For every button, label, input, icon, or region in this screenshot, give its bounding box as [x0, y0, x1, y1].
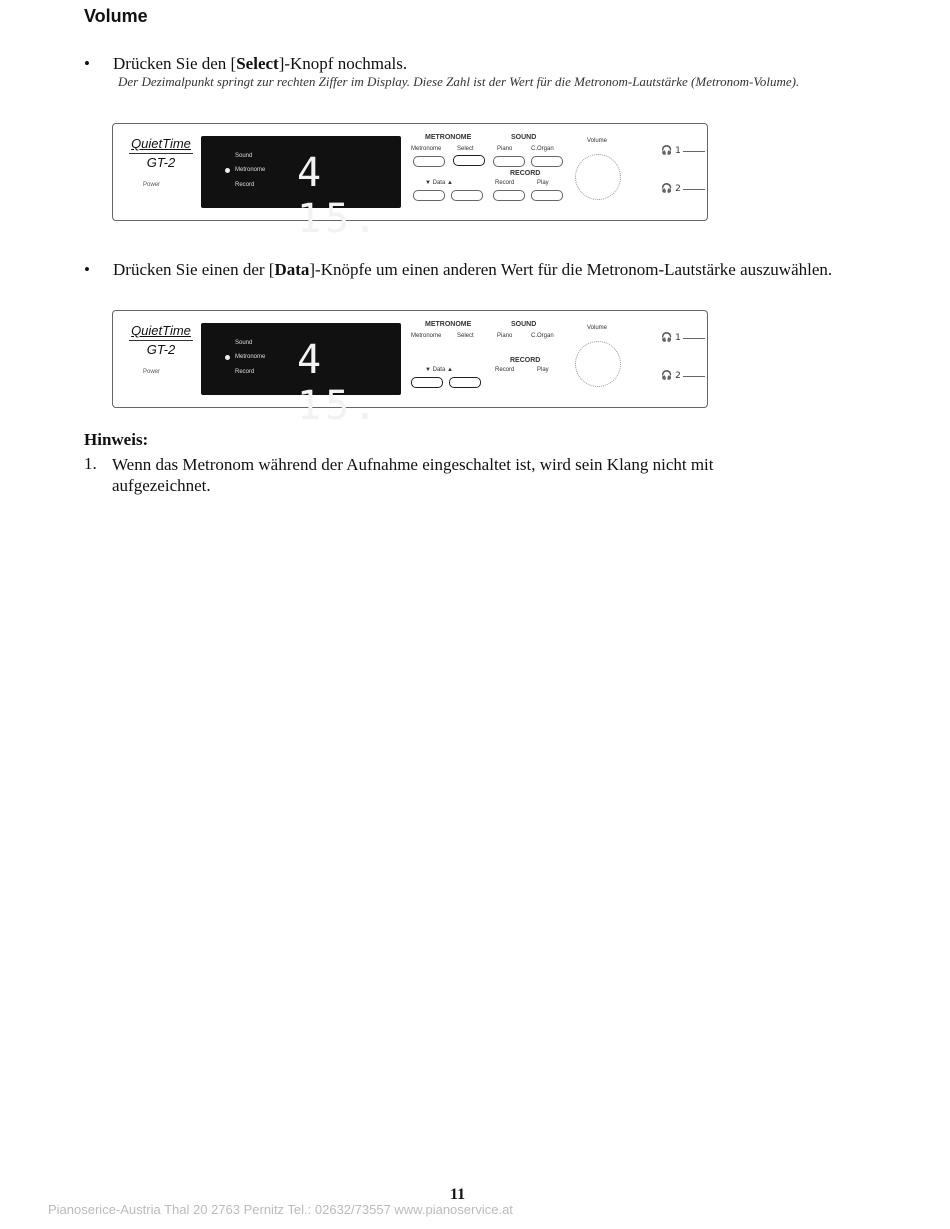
headphone-2-icon: 🎧 2: [661, 184, 681, 194]
hint-number: 1.: [84, 454, 97, 473]
data-label: ▼ Data ▲: [425, 180, 453, 186]
step-2-text: Drücken Sie einen der [Data]-Knöpfe um einen anderen Wert für die Metronom-Lautstärke auszuwählen.: [113, 260, 833, 279]
piano-button[interactable]: [493, 156, 525, 167]
record-label: Record: [495, 367, 515, 373]
corgan-label: C.Organ: [531, 146, 554, 152]
headphone-jack-2: [683, 376, 705, 377]
power-label: Power: [143, 369, 161, 375]
metronome-label: Metronome: [411, 146, 442, 152]
sound-group-label: SOUND: [511, 321, 537, 328]
data-down-button[interactable]: [411, 377, 443, 388]
page-number: 11: [450, 1186, 466, 1203]
piano-label: Piano: [497, 333, 513, 339]
footer-watermark: Pianoserice-Austria Thal 20 2763 Pernitz Tel.: 02632/73557 www.pianoservice.at: [48, 1202, 513, 1217]
metronome-label: Metronome: [411, 333, 442, 339]
select-label: Select: [457, 146, 474, 152]
display-label-record: Record: [235, 369, 255, 375]
hint-title: Hinweis:: [84, 430, 149, 449]
section-heading: Volume: [84, 6, 148, 26]
volume-label: Volume: [587, 325, 608, 331]
display-value: 4 15.: [297, 150, 382, 242]
step-1-note: Der Dezimalpunkt springt zur rechten Ziffer im Display. Diese Zahl ist der Wert für die Metronom-Lautstärke (Metronom-Volume).: [118, 74, 800, 89]
display-value: 4 15.: [297, 337, 382, 429]
display-label-metronome: Metronome: [235, 354, 266, 360]
sound-group-label: SOUND: [511, 134, 537, 141]
data-up-button[interactable]: [451, 190, 483, 201]
step-1-text: Drücken Sie den [Select]-Knopf nochmals.: [113, 54, 408, 73]
record-group-label: RECORD: [510, 170, 541, 177]
display-label-sound: Sound: [235, 153, 253, 159]
power-label: Power: [143, 182, 161, 188]
display-label-sound: Sound: [235, 340, 253, 346]
play-button[interactable]: [531, 190, 563, 201]
hint-text: Wenn das Metronom während der Aufnahme eingeschaltet ist, wird sein Klang nicht mit aufgezeichnet.: [112, 455, 714, 495]
panel-illustration-2: [112, 310, 708, 429]
volume-knob[interactable]: [575, 341, 621, 387]
select-keyword: Select: [236, 54, 279, 73]
data-up-button[interactable]: [449, 377, 481, 388]
select-button[interactable]: [453, 155, 485, 166]
metronome-button[interactable]: [413, 156, 445, 167]
brand-logo: QuietTime GT-2: [129, 323, 193, 357]
headphone-jack-1: [683, 338, 705, 339]
corgan-button[interactable]: [531, 156, 563, 167]
indicator-dot: [225, 168, 230, 173]
headphone-1-icon: 🎧 1: [661, 333, 681, 343]
bullet-dot: •: [84, 260, 90, 279]
metronome-group-label: METRONOME: [425, 134, 472, 141]
headphone-jack-1: [683, 151, 705, 152]
brand-logo: QuietTime GT-2: [129, 136, 193, 170]
display-panel: [201, 136, 401, 242]
metronome-group-label: METRONOME: [425, 321, 472, 328]
panel-illustration-1: [112, 123, 708, 242]
piano-label: Piano: [497, 146, 513, 152]
play-label: Play: [537, 367, 549, 373]
data-keyword: Data: [274, 260, 310, 279]
data-label: ▼ Data ▲: [425, 367, 453, 373]
record-button[interactable]: [493, 190, 525, 201]
indicator-dot: [225, 355, 230, 360]
display-panel: [201, 323, 401, 429]
volume-knob[interactable]: [575, 154, 621, 200]
play-label: Play: [537, 180, 549, 186]
data-down-button[interactable]: [413, 190, 445, 201]
headphone-jack-2: [683, 189, 705, 190]
corgan-label: C.Organ: [531, 333, 554, 339]
display-label-record: Record: [235, 182, 255, 188]
bullet-dot: •: [84, 54, 90, 73]
record-group-label: RECORD: [510, 357, 541, 364]
headphone-2-icon: 🎧 2: [661, 371, 681, 381]
select-label: Select: [457, 333, 474, 339]
volume-label: Volume: [587, 138, 608, 144]
record-label: Record: [495, 180, 515, 186]
headphone-1-icon: 🎧 1: [661, 146, 681, 156]
display-label-metronome: Metronome: [235, 167, 266, 173]
